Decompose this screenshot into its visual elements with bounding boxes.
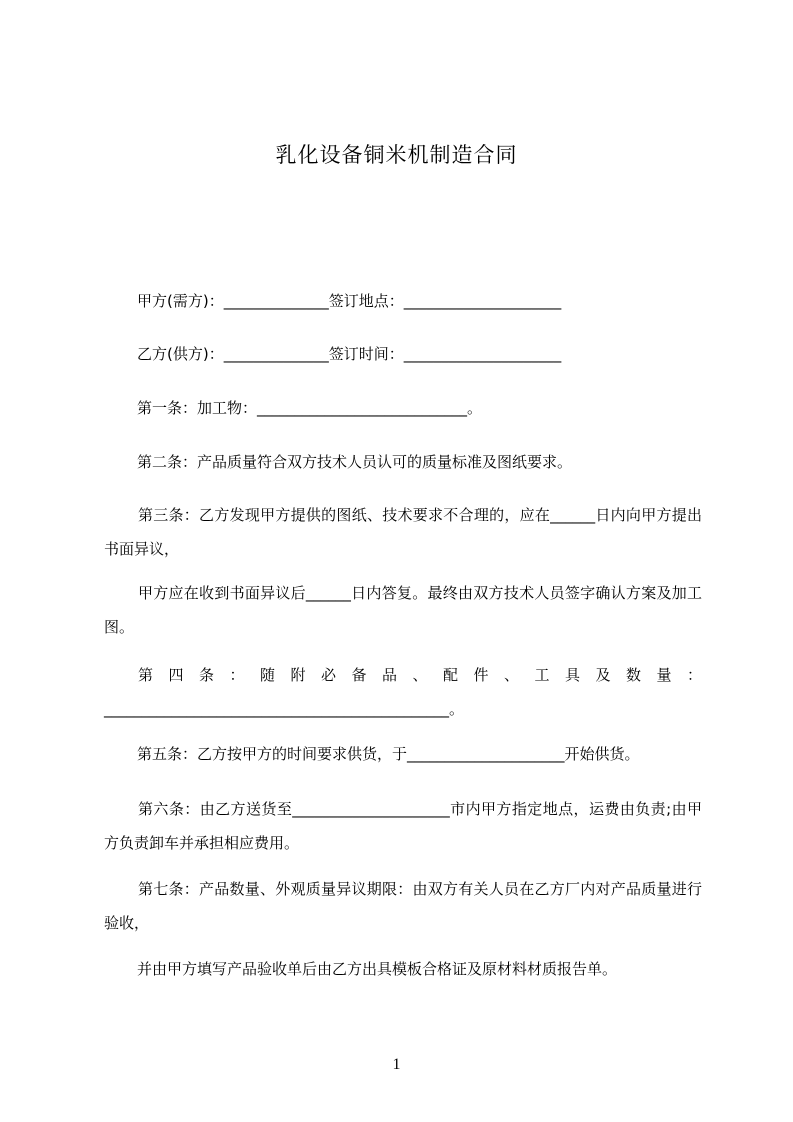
clause-3-continued: 甲方应在收到书面异议后______日内答复。最终由双方技术人员签字确认方案及加工图。 xyxy=(104,584,702,636)
clause-7-continued: 并由甲方填写产品验收单后由乙方出具模板合格证及原材料材质报告单。 xyxy=(137,960,618,978)
clause-3: 第三条：乙方发现甲方提供的图纸、技术要求不合理的，应在______日内向甲方提出书面异议， xyxy=(104,506,702,558)
clause-1: 第一条：加工物：____________________________。 xyxy=(137,399,483,417)
clause-6: 第六条：由乙方送货至_____________________市内甲方指定地点，运费由负责;由甲方负责卸车并承担相应费用。 xyxy=(104,800,702,852)
clause-5: 第五条：乙方按甲方的时间要求供货，于_____________________开始供货。 xyxy=(137,745,640,763)
party-b-line: 乙方(供方)：______________签订时间：_____________________ xyxy=(137,345,562,363)
clause-4: 第四条：随附必备品、配件、工具及数量：______________________________________________。 xyxy=(104,666,702,718)
party-a-line: 甲方(需方)：______________签订地点：_____________________ xyxy=(137,292,562,310)
page-number: 1 xyxy=(392,1056,401,1073)
clause-2: 第二条：产品质量符合双方技术人员认可的质量标准及图纸要求。 xyxy=(137,453,573,471)
clause-7: 第七条：产品数量、外观质量异议期限：由双方有关人员在乙方厂内对产品质量进行验收， xyxy=(104,880,702,932)
document-title: 乳化设备铜米机制造合同 xyxy=(275,143,518,167)
